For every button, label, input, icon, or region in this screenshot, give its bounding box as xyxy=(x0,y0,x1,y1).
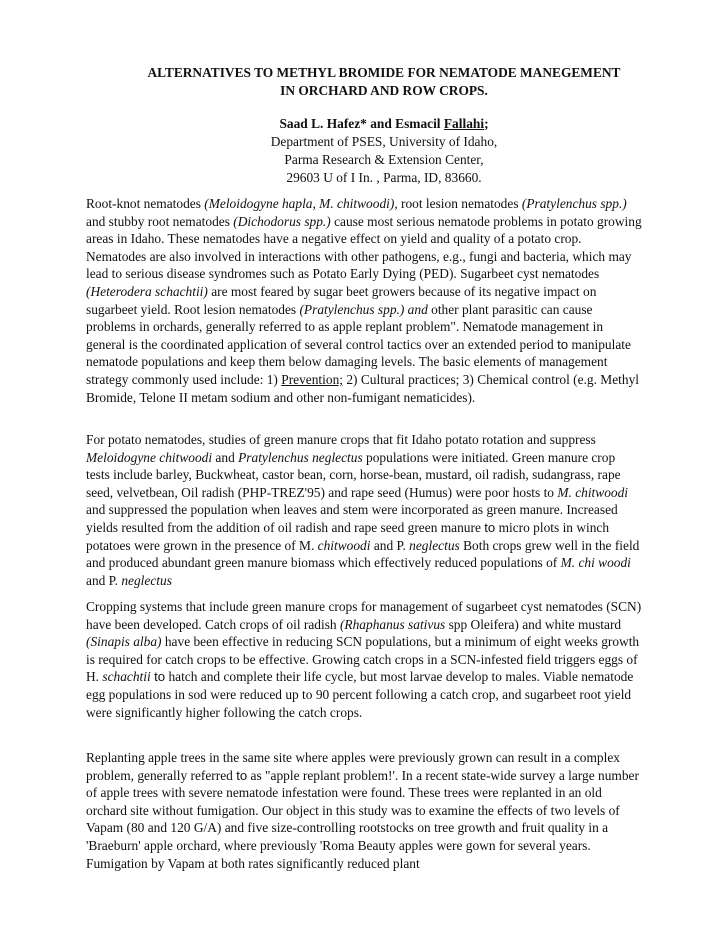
text-run: have been effective in reducing SCN populations, but a minimum of eight weeks growth is required for catch crops to be effective. Growing catch crops in a SCN-infested field triggers eggs of H. xyxy=(86,634,640,685)
text-run: and xyxy=(212,449,239,465)
text-run: 2) Cultural practices; 3) Chemical control (e.g. Methyl Bromide, Telone II metam sodium and other non-fumigant nematicides). xyxy=(86,371,639,405)
text-run-sans: to xyxy=(557,336,569,352)
species-name: neglectus xyxy=(409,537,460,553)
paragraph-apple-replant xyxy=(86,749,642,872)
paragraph-text xyxy=(86,598,642,721)
text-run: spp Oleifera) and white mustard xyxy=(445,616,622,632)
paragraph-text xyxy=(86,431,642,589)
text-run: populations were initiated. Green manure crop tests include barley, Buckwheat, castor bean, corn, horse-bean, mustard, oil radish, sudangrass, rape seed, velvetbean, Oil radish (PHP-TREZ'95) and rape seed (Humus) were poor hosts to xyxy=(86,449,621,500)
species-name: Pratylenchus neglectus xyxy=(238,449,363,465)
species-name: M. chi woodi xyxy=(560,555,631,571)
paragraph-nematode-overview xyxy=(86,195,642,406)
text-run: and P. xyxy=(370,537,410,553)
text-run: For potato nematodes, studies of green manure crops that fit Idaho potato rotation and suppress xyxy=(86,432,596,447)
text-run: manipulate nematode populations and keep them below damaging levels. The basic elements of management strategy commonly used include: 1) xyxy=(86,336,631,387)
species-name: (Dichodorus spp.) xyxy=(233,213,331,229)
text-run: other plant parasitic can cause problems in orchards, generally referred to as apple replant problem". Nematode management in general is the coordinated application of several control tactics over an extended period xyxy=(86,301,604,352)
text-run: as "apple replant problem!'. In a recent state-wide survey a large number of apple trees with severe nematode infestation were found. These trees were replanted in an old orchard site without fumigation. Our object in this study was to examine the effects of two levels of Vapam (80 and 120 G/A) and five size-controlling rootstocks on tree growth and fruit quality in a 'Braeburn' apple orchard, where previously 'Roma Beauty apples were gown for several years. Fumigation by Vapam at both rates significantly reduced plant xyxy=(86,767,639,871)
text-run: cause most serious nematode problems in potato growing areas in Idaho. These nematodes have a negative effect on yield and quality of a potato crop. Nematodes are also involved in interactions with other pathogens, e.g., fungi and bacteria, which may lead to serious disease syndromes such as Potato Early Dying (PED). Sugarbeet cyst nematodes xyxy=(86,213,642,282)
species-name: (Heterodera schachtii) xyxy=(86,283,208,299)
author-block xyxy=(100,115,668,187)
author-surname-underlined: Fallahi xyxy=(443,116,485,131)
species-name: (Meloidogyne hapla, M. chitwoodi), xyxy=(204,196,398,211)
text-run: Both crops grew well in the field and produced abundant green manure biomass which effectively reduced populations of xyxy=(86,537,640,571)
author-names xyxy=(100,115,668,133)
species-name: (Pratylenchus spp.) and xyxy=(299,301,428,317)
title-line-1: ALTERNATIVES TO METHYL BROMIDE FOR NEMATODE MANEGEMENT xyxy=(147,65,621,80)
affiliation-center: Parma Research & Extension Center, xyxy=(284,152,484,167)
paper-title xyxy=(100,64,668,100)
affiliation-department: Department of PSES, University of Idaho, xyxy=(270,134,498,149)
text-run-sans: to xyxy=(236,767,248,783)
species-name: (Pratylenchus spp.) xyxy=(521,196,627,211)
text-run: Replanting apple trees in the same site where apples were previously grown can result in a complex problem, generally referred xyxy=(86,750,620,783)
species-name: schachtii xyxy=(102,669,151,685)
author-names-part: Saad L. Hafez* and Esmacil xyxy=(279,116,444,131)
text-run: and P. xyxy=(86,572,122,588)
text-run-sans: to xyxy=(484,519,496,535)
text-run: are most feared by sugar beet growers because of its negative impact on sugarbeet yield. Root lesion nematodes xyxy=(86,283,597,317)
text-run: and stubby root nematodes xyxy=(86,213,234,229)
species-name: neglectus xyxy=(121,572,172,588)
paragraph-text xyxy=(86,195,642,406)
paragraph-sugarbeet-cyst xyxy=(86,598,642,721)
text-run: micro plots in winch potatoes were grown in the presence of M. xyxy=(86,519,610,553)
paragraph-potato-nematodes xyxy=(86,431,642,589)
author-names-part: ; xyxy=(484,116,489,131)
species-name: Meloidogyne chitwoodi xyxy=(86,449,213,465)
text-run: Cropping systems that include green manure crops for management of sugarbeet cyst nematodes (SCN) have been developed. Catch crops of oil radish xyxy=(86,599,642,632)
species-name: M. chitwoodi xyxy=(557,484,629,500)
text-run: and suppressed the population when leaves and stem were incorporated as green manure. Increased yields resulted from the addition of oil radish and rape seed green manure xyxy=(86,502,618,535)
text-run: hatch and complete their life cycle, but most larvae develop to males. Viable nematode egg populations in sod were reduced up to 90 percent following a catch crop, and sugarbeet root yield were significantly higher following the catch crops. xyxy=(86,669,634,720)
title-line-2: IN ORCHARD AND ROW CROPS. xyxy=(280,83,488,98)
paragraph-text xyxy=(86,749,642,872)
species-name: chitwoodi xyxy=(317,537,371,553)
underlined-term: Prevention; xyxy=(281,371,343,387)
species-name: (Rhaphanus sativus xyxy=(339,616,446,632)
text-run-sans: to xyxy=(154,669,166,685)
species-name: (Sinapis alba) xyxy=(86,634,162,650)
text-run: Root-knot nematodes xyxy=(86,196,205,211)
affiliation-address: 29603 U of I In. , Parma, ID, 83660. xyxy=(286,170,482,185)
text-run: root lesion nematodes xyxy=(397,196,522,211)
